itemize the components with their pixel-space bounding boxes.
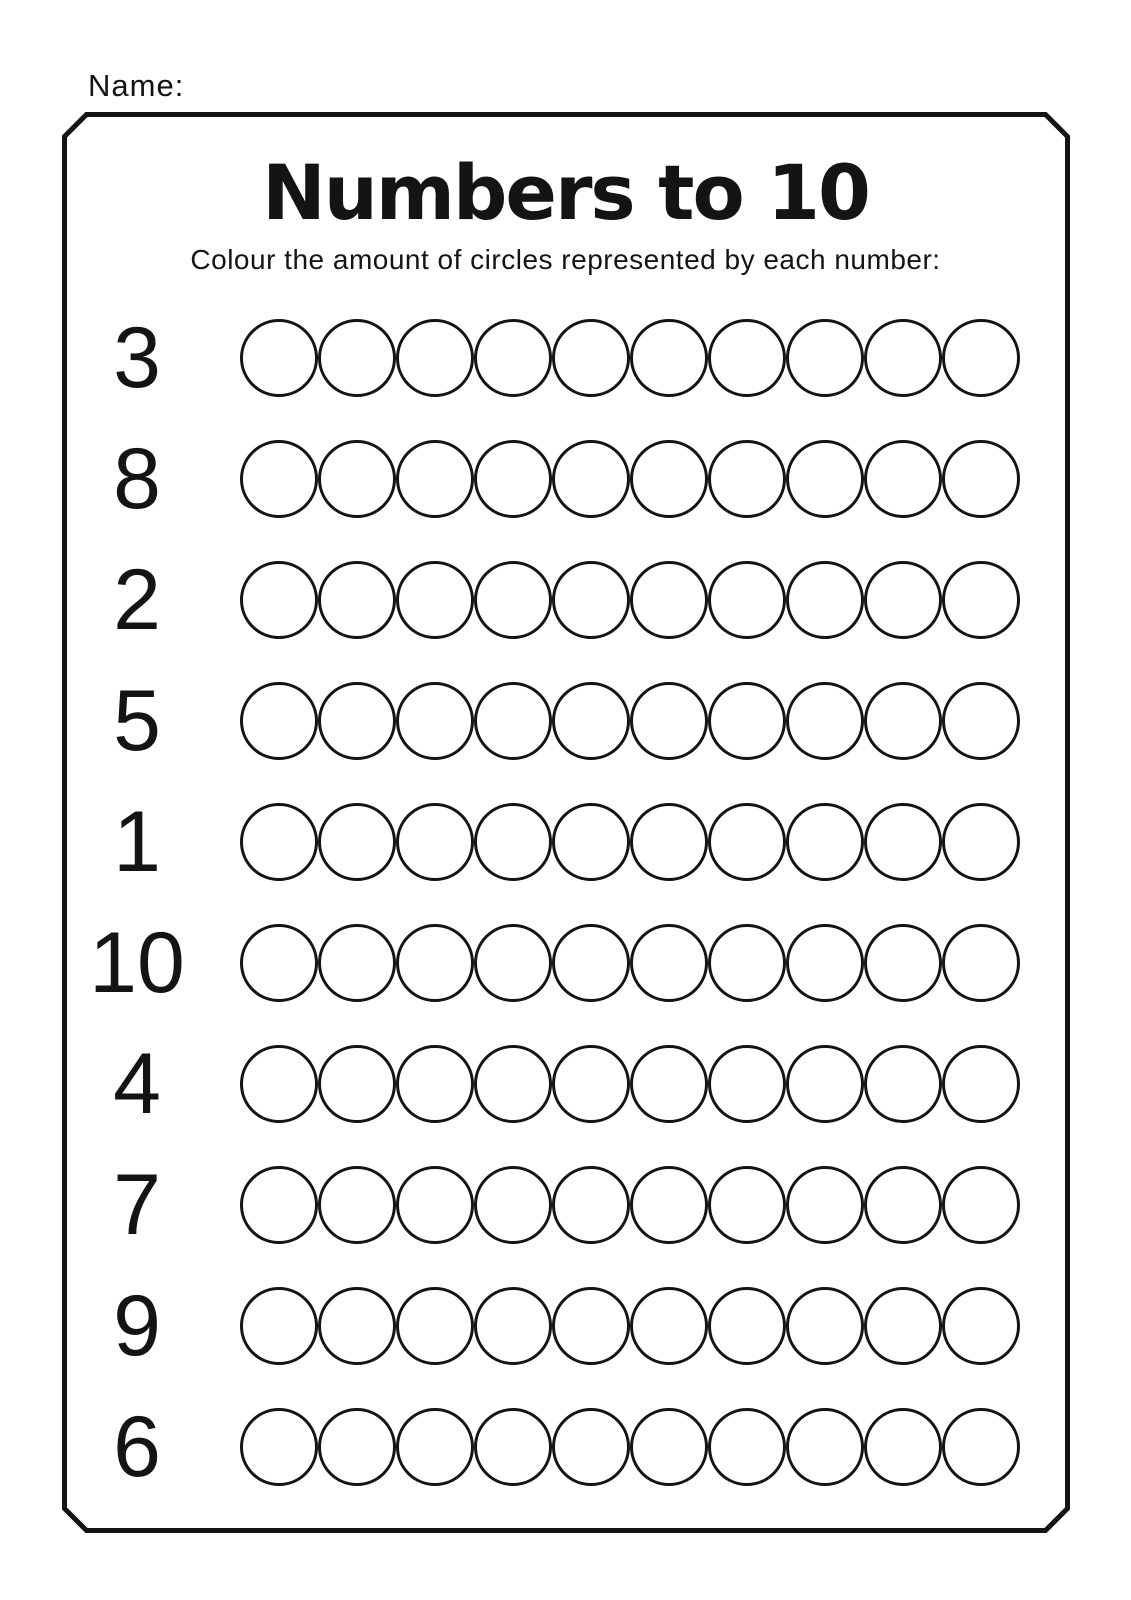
- colorable-circle[interactable]: [864, 1166, 942, 1244]
- colorable-circle[interactable]: [474, 319, 552, 397]
- colorable-circle[interactable]: [318, 1287, 396, 1365]
- colorable-circle[interactable]: [630, 440, 708, 518]
- colorable-circle[interactable]: [396, 803, 474, 881]
- circle-strip: [240, 1045, 1020, 1123]
- colorable-circle[interactable]: [552, 440, 630, 518]
- name-label: Name:: [88, 68, 185, 103]
- row-number: 3: [113, 309, 161, 406]
- colorable-circle[interactable]: [708, 682, 786, 760]
- colorable-circle[interactable]: [474, 1287, 552, 1365]
- colorable-circle[interactable]: [552, 924, 630, 1002]
- circle-strip: [240, 1166, 1020, 1244]
- colorable-circle[interactable]: [552, 1287, 630, 1365]
- colorable-circle[interactable]: [474, 682, 552, 760]
- number-row: [0, 1144, 1131, 1265]
- number-rows: [0, 297, 1131, 1507]
- colorable-circle[interactable]: [630, 1045, 708, 1123]
- colorable-circle[interactable]: [786, 561, 864, 639]
- colorable-circle[interactable]: [318, 1045, 396, 1123]
- number-row: [0, 539, 1131, 660]
- worksheet-instruction: Colour the amount of circles represented by each number:: [190, 244, 941, 275]
- colorable-circle[interactable]: [786, 924, 864, 1002]
- colorable-circle[interactable]: [474, 1166, 552, 1244]
- colorable-circle[interactable]: [942, 1166, 1020, 1244]
- colorable-circle[interactable]: [864, 561, 942, 639]
- colorable-circle[interactable]: [240, 924, 318, 1002]
- colorable-circle[interactable]: [396, 924, 474, 1002]
- number-row: [0, 297, 1131, 418]
- colorable-circle[interactable]: [240, 319, 318, 397]
- colorable-circle[interactable]: [396, 1166, 474, 1244]
- colorable-circle[interactable]: [708, 924, 786, 1002]
- circle-strip: [240, 682, 1020, 760]
- row-number: 2: [113, 551, 161, 648]
- colorable-circle[interactable]: [396, 1408, 474, 1486]
- colorable-circle[interactable]: [864, 319, 942, 397]
- row-number: 1: [113, 793, 161, 890]
- colorable-circle[interactable]: [240, 803, 318, 881]
- colorable-circle[interactable]: [942, 1408, 1020, 1486]
- circle-strip: [240, 1287, 1020, 1365]
- colorable-circle[interactable]: [630, 682, 708, 760]
- colorable-circle[interactable]: [474, 803, 552, 881]
- colorable-circle[interactable]: [240, 1045, 318, 1123]
- colorable-circle[interactable]: [942, 1287, 1020, 1365]
- row-number: 4: [113, 1035, 161, 1132]
- colorable-circle[interactable]: [396, 682, 474, 760]
- colorable-circle[interactable]: [786, 1166, 864, 1244]
- colorable-circle[interactable]: [474, 440, 552, 518]
- colorable-circle[interactable]: [240, 561, 318, 639]
- colorable-circle[interactable]: [942, 319, 1020, 397]
- colorable-circle[interactable]: [864, 682, 942, 760]
- colorable-circle[interactable]: [708, 1045, 786, 1123]
- colorable-circle[interactable]: [942, 561, 1020, 639]
- colorable-circle[interactable]: [786, 803, 864, 881]
- colorable-circle[interactable]: [396, 440, 474, 518]
- circle-strip: [240, 440, 1020, 518]
- colorable-circle[interactable]: [630, 1287, 708, 1365]
- colorable-circle[interactable]: [552, 1166, 630, 1244]
- colorable-circle[interactable]: [396, 319, 474, 397]
- number-row: [0, 781, 1131, 902]
- row-number: 8: [113, 430, 161, 527]
- colorable-circle[interactable]: [240, 1408, 318, 1486]
- circle-strip: [240, 1408, 1020, 1486]
- number-row: [0, 1023, 1131, 1144]
- colorable-circle[interactable]: [396, 1287, 474, 1365]
- colorable-circle[interactable]: [396, 561, 474, 639]
- row-number: 10: [89, 914, 185, 1011]
- colorable-circle[interactable]: [318, 319, 396, 397]
- colorable-circle[interactable]: [552, 803, 630, 881]
- number-row: [0, 902, 1131, 1023]
- colorable-circle[interactable]: [240, 1166, 318, 1244]
- circle-strip: [240, 319, 1020, 397]
- colorable-circle[interactable]: [630, 1166, 708, 1244]
- colorable-circle[interactable]: [630, 803, 708, 881]
- colorable-circle[interactable]: [864, 1408, 942, 1486]
- colorable-circle[interactable]: [474, 1045, 552, 1123]
- colorable-circle[interactable]: [318, 682, 396, 760]
- colorable-circle[interactable]: [708, 440, 786, 518]
- colorable-circle[interactable]: [318, 1408, 396, 1486]
- colorable-circle[interactable]: [786, 440, 864, 518]
- colorable-circle[interactable]: [396, 1045, 474, 1123]
- row-number: 7: [113, 1156, 161, 1253]
- colorable-circle[interactable]: [630, 924, 708, 1002]
- colorable-circle[interactable]: [240, 1287, 318, 1365]
- row-number: 6: [113, 1398, 161, 1495]
- colorable-circle[interactable]: [864, 440, 942, 518]
- colorable-circle[interactable]: [552, 561, 630, 639]
- colorable-circle[interactable]: [240, 682, 318, 760]
- colorable-circle[interactable]: [708, 803, 786, 881]
- circle-strip: [240, 561, 1020, 639]
- colorable-circle[interactable]: [864, 1287, 942, 1365]
- colorable-circle[interactable]: [786, 1408, 864, 1486]
- colorable-circle[interactable]: [864, 924, 942, 1002]
- colorable-circle[interactable]: [318, 561, 396, 639]
- colorable-circle[interactable]: [318, 803, 396, 881]
- circle-strip: [240, 803, 1020, 881]
- worksheet-title: Numbers to 10: [262, 148, 869, 237]
- colorable-circle[interactable]: [552, 1045, 630, 1123]
- colorable-circle[interactable]: [942, 440, 1020, 518]
- colorable-circle[interactable]: [474, 1408, 552, 1486]
- row-number: 9: [113, 1277, 161, 1374]
- colorable-circle[interactable]: [864, 803, 942, 881]
- colorable-circle[interactable]: [552, 682, 630, 760]
- colorable-circle[interactable]: [630, 561, 708, 639]
- colorable-circle[interactable]: [708, 1408, 786, 1486]
- colorable-circle[interactable]: [942, 803, 1020, 881]
- colorable-circle[interactable]: [786, 1045, 864, 1123]
- colorable-circle[interactable]: [786, 319, 864, 397]
- colorable-circle[interactable]: [708, 319, 786, 397]
- colorable-circle[interactable]: [786, 1287, 864, 1365]
- circle-strip: [240, 924, 1020, 1002]
- colorable-circle[interactable]: [474, 924, 552, 1002]
- number-row: [0, 660, 1131, 781]
- colorable-circle[interactable]: [708, 561, 786, 639]
- number-row: [0, 418, 1131, 539]
- colorable-circle[interactable]: [942, 1045, 1020, 1123]
- colorable-circle[interactable]: [318, 1166, 396, 1244]
- colorable-circle[interactable]: [474, 561, 552, 639]
- colorable-circle[interactable]: [630, 319, 708, 397]
- row-number: 5: [113, 672, 161, 769]
- colorable-circle[interactable]: [942, 682, 1020, 760]
- colorable-circle[interactable]: [240, 440, 318, 518]
- colorable-circle[interactable]: [708, 1166, 786, 1244]
- colorable-circle[interactable]: [786, 682, 864, 760]
- colorable-circle[interactable]: [864, 1045, 942, 1123]
- colorable-circle[interactable]: [318, 440, 396, 518]
- colorable-circle[interactable]: [552, 1408, 630, 1486]
- colorable-circle[interactable]: [630, 1408, 708, 1486]
- colorable-circle[interactable]: [942, 924, 1020, 1002]
- colorable-circle[interactable]: [552, 319, 630, 397]
- number-row: [0, 1386, 1131, 1507]
- colorable-circle[interactable]: [708, 1287, 786, 1365]
- number-row: [0, 1265, 1131, 1386]
- colorable-circle[interactable]: [318, 924, 396, 1002]
